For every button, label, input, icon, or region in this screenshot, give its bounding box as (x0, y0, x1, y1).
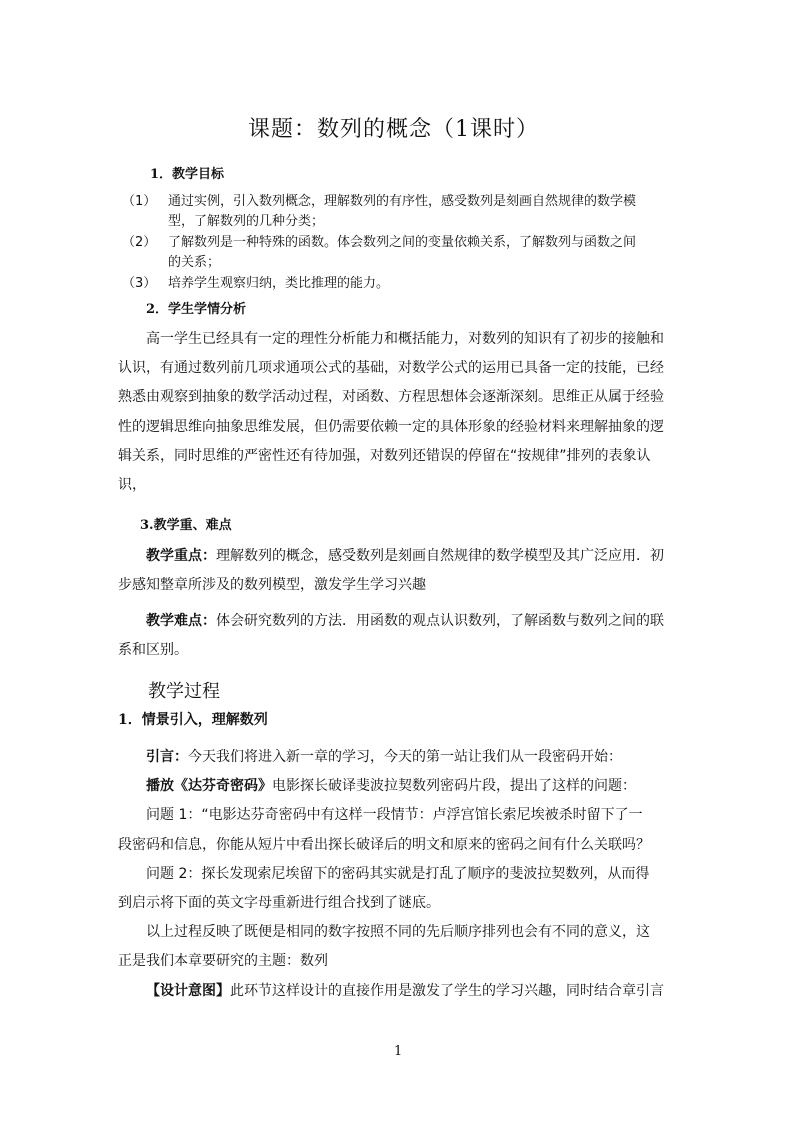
summary-line: 以上过程反映了既便是相同的数字按照不同的先后顺序排列也会有不同的意义，这 (146, 924, 650, 941)
page-title: 课题：数列的概念（1课时） (248, 117, 539, 142)
play-label: 播放《达芬奇密码》 (146, 778, 272, 795)
goal-number: （3） (122, 276, 157, 291)
process-heading: 教学过程 (148, 681, 220, 702)
process-paragraph (118, 743, 676, 1006)
text-line: 步感知整章所涉及的数列模型，激发学生学习兴趣 (118, 577, 426, 594)
question-2-line: 问题 2：探长发现索尼埃留下的密码其实就是打乱了顺序的斐波拉契数列，从而得 (146, 865, 650, 882)
process-subheading: 1．情景引入，理解数列 (118, 712, 268, 728)
text-line: 认识，有通过数列前几项求通项公式的基础，对数学公式的运用已具备一定的技能，已经 (118, 360, 664, 377)
goal-text: 了解数列是一种特殊的函数。体会数列之间的变量依赖关系，了解数列与函数之间 (168, 235, 637, 250)
intro-line: 引言：今天我们将进入新一章的学习，今天的第一站让我们从一段密码开始： (146, 749, 622, 765)
summary-line-cont: 正是我们本章要研究的主题：数列 (118, 953, 328, 970)
key-points-paragraph (118, 542, 676, 600)
text-line: 教学难点：体会研究数列的方法．用函数的观点认识数列，了解函数与数列之间的联 (146, 613, 664, 629)
goal-text-cont: 的关系； (168, 255, 221, 270)
question-2-line-cont: 到启示将下面的英文字母重新进行组合找到了谜底。 (118, 895, 440, 912)
text-line: 系和区别。 (118, 642, 188, 659)
text-line: 性的逻辑思维向抽象思维发展，但仍需要依赖一定的具体形象的经验材料来理解抽象的逻 (118, 418, 664, 435)
goal-text: 通过实例，引入数列概念，理解数列的有序性，感受数列是刻画自然规律的数学模 (168, 194, 637, 209)
design-intent-line: 【设计意图】此环节这样设计的直接作用是激发了学生的学习兴趣，同时结合章引言 (146, 982, 664, 999)
goal-number: （2） (122, 235, 157, 250)
learner-analysis-paragraph (118, 325, 676, 500)
goal-number: （1） (122, 194, 157, 209)
difficulties-paragraph (118, 607, 676, 665)
goal-text: 培养学生观察归纳，类比推理的能力。 (168, 276, 390, 291)
section-heading-goals: 1．教学目标 (150, 167, 225, 182)
difficulties-label: 教学难点： (146, 613, 216, 629)
text-line: 识， (118, 477, 146, 494)
text-line: 熟悉由观察到抽象的数学活动过程，对函数、方程思想体会逐渐深刻。思维正从属于经验 (118, 389, 664, 406)
goal-text-cont: 型，了解数列的几种分类； (168, 214, 325, 229)
section-heading-learner-analysis: 2．学生学情分析 (146, 302, 247, 317)
key-points-label: 教学重点： (146, 548, 216, 564)
design-intent-label: 【设计意图】 (146, 982, 230, 999)
text-line: 教学重点：理解数列的概念，感受数列是刻画自然规律的数学模型及其广泛应用．初 (146, 548, 664, 564)
question-1-line-cont: 段密码和信息，你能从短片中看出探长破译后的明文和原来的密码之间有什么关联吗？ (118, 836, 650, 853)
text-line: 辑关系，同时思维的严密性还有待加强，对数列还错误的停留在“按规律”排列的表象认 (118, 447, 651, 464)
question-1-line: 问题 1：“电影达芬奇密码中有这样一段情节：卢浮宫馆长索尼埃被杀时留下了一 (146, 807, 643, 824)
text-line: 高一学生已经具有一定的理性分析能力和概括能力，对数列的知识有了初步的接触和 (146, 331, 664, 347)
page-number: 1 (394, 1044, 403, 1059)
section-heading-key-points: 3.教学重、难点 (140, 518, 232, 533)
play-line: 播放《达芬奇密码》电影探长破译斐波拉契数列密码片段，提出了这样的问题： (146, 778, 636, 795)
intro-label: 引言： (146, 749, 188, 765)
